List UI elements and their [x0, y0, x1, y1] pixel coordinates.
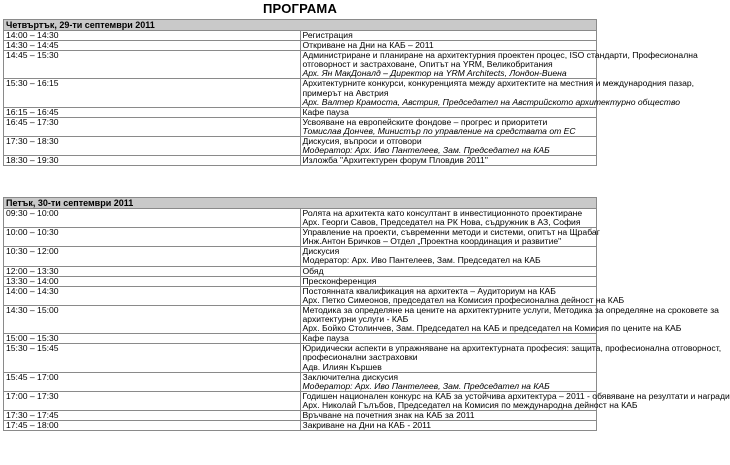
session-text: Инж.Антон Бричков – Отдел „Проектна координация и развитие"	[302, 236, 562, 247]
session-description	[300, 78, 695, 107]
session-speaker: Томислав Дончев, Министър по управление на средствата от ЕС	[302, 125, 576, 136]
session-text: архитектурни услуги - КАБ	[302, 314, 409, 325]
session-time: 16:45 – 17:30	[4, 117, 301, 136]
session-time: 09:30 – 10:00	[4, 209, 301, 228]
session-text: Арх. Бойко Столинчев, Зам. Председател на КАБ и председател на Комисия по цените на КАБ	[302, 323, 682, 334]
schedule-row	[4, 344, 597, 372]
session-text: Юридически аспекти в упражняване на архитектурната професия: защита, професионална отговорност,	[302, 343, 722, 354]
schedule-row	[4, 372, 597, 391]
session-text: Методика за определяне на цените на архитектурните услуги, Методика за определяне на сроковете за	[302, 304, 719, 315]
session-time: 17:45 – 18:00	[4, 421, 301, 431]
session-speaker: Арх. Ян МакДоналд – Директор на YRM Architects, Лондон-Виена	[302, 68, 567, 79]
session-text: Връчване на почетния знак на КАБ за 2011	[302, 409, 475, 420]
session-time: 12:00 – 13:30	[4, 266, 301, 276]
session-text: Изложба "Архитектурен форум Пловдив 2011"	[302, 155, 488, 166]
session-description	[300, 137, 597, 156]
day-header: Четвъртък, 29-ти септември 2011	[4, 20, 597, 31]
session-time: 14:30 – 14:45	[4, 41, 301, 51]
session-time: 16:15 – 16:45	[4, 107, 301, 117]
session-text: Архитектурните конкурси, конкуренцията между архитектите на местния и международния пазар,	[302, 78, 695, 89]
session-description	[300, 31, 597, 41]
schedule-row	[4, 305, 597, 333]
session-text: примерът на Австрия	[302, 87, 389, 98]
schedule-row	[4, 79, 597, 107]
session-time: 10:00 – 10:30	[4, 228, 301, 247]
session-description	[300, 41, 597, 51]
session-description	[300, 117, 597, 136]
session-description	[300, 410, 597, 420]
schedule-row	[4, 228, 597, 247]
session-time: 17:00 – 17:30	[4, 391, 301, 410]
session-time: 14:45 – 15:30	[4, 51, 301, 79]
session-text: Кафе пауза	[302, 333, 349, 344]
session-description	[300, 343, 722, 372]
session-text: Усвояване на европейските фондове – прогрес и приоритети	[302, 116, 548, 127]
session-description	[300, 372, 597, 391]
session-description	[300, 421, 597, 431]
session-speaker: Модератор: Арх. Иво Пантелеев, Зам. Председател на КАБ	[302, 380, 550, 391]
session-text: Заключителна дискусия	[302, 371, 399, 382]
session-time: 15:00 – 15:30	[4, 334, 301, 344]
session-time: 15:30 – 15:45	[4, 344, 301, 372]
day-header-row	[4, 20, 597, 31]
session-time: 15:45 – 17:00	[4, 372, 301, 391]
session-time: 14:00 – 14:30	[4, 286, 301, 305]
schedule-row	[4, 334, 597, 344]
session-speaker: Арх. Валтер Крамоста, Австрия, Председател на Австрийското архитектурно общество	[302, 96, 681, 107]
session-description	[300, 285, 625, 305]
session-description	[300, 334, 597, 344]
schedule-row	[4, 51, 597, 79]
session-time: 14:00 – 14:30	[4, 31, 301, 41]
session-text: Кафе пауза	[302, 106, 349, 117]
session-time: 17:30 – 17:45	[4, 410, 301, 420]
session-description	[300, 266, 597, 276]
schedule-row	[4, 31, 597, 41]
session-description	[300, 50, 698, 79]
program-day-1	[3, 19, 698, 166]
program-day-2	[3, 197, 730, 431]
session-time: 13:30 – 14:00	[4, 276, 301, 286]
session-speaker: Модератор: Арх. Иво Пантелеев, Зам. Председател на КАБ	[302, 145, 550, 156]
session-text: Годишен национален конкурс на КАБ за устойчива архитектура – 2011 - обявяване на резултати и награди	[302, 390, 730, 401]
schedule-row	[4, 41, 597, 51]
session-time: 10:30 – 12:00	[4, 247, 301, 266]
session-text: Арх. Георги Савов, Председател на РК Нова, съдружник в АЗ, София	[302, 217, 581, 228]
session-description	[300, 209, 597, 228]
schedule-row	[4, 421, 597, 431]
session-description	[300, 276, 597, 286]
schedule-row	[4, 209, 597, 228]
session-description	[300, 390, 730, 410]
session-time: 17:30 – 18:30	[4, 137, 301, 156]
session-text: Управление на проекти, съвременни методи и системи, опитът на Щрабаг	[302, 227, 600, 238]
session-time: 15:30 – 16:15	[4, 79, 301, 107]
session-text: Дискусия	[302, 246, 340, 257]
session-text: Ролята на архитекта като консултант в инвестиционното проектиране	[302, 208, 583, 218]
schedule-row	[4, 137, 597, 156]
schedule-row	[4, 410, 597, 420]
page-title: ПРОГРАМА	[262, 1, 338, 16]
schedule-row	[4, 247, 597, 266]
schedule-row	[4, 117, 597, 136]
session-text: отговорност и застраховане, Опитът на YRM, Великобритания	[302, 59, 553, 70]
session-text: Арх. Петко Симеонов, председател на Комисия професионална дейност на КАБ	[302, 294, 625, 305]
session-description	[300, 247, 597, 266]
session-text: Адв. Илиян Кършев	[302, 361, 382, 372]
day-header-row	[4, 198, 597, 209]
day-header: Петък, 30-ти септември 2011	[4, 198, 597, 209]
session-text: Закриване на Дни на КАБ - 2011	[302, 420, 432, 431]
schedule-row	[4, 156, 597, 166]
session-description	[300, 304, 719, 334]
session-time: 18:30 – 19:30	[4, 156, 301, 166]
session-text: Арх. Николай Гълъбов, Председател на Комисия по международна дейност на КАБ	[302, 399, 638, 410]
session-text: Откриване на Дни на КАБ – 2011	[302, 40, 434, 51]
schedule-row	[4, 276, 597, 286]
session-time: 14:30 – 15:00	[4, 305, 301, 333]
session-text: Администриране и планиране на архитектурния проектен процес, ISO стандарти, Професионална	[302, 50, 698, 61]
schedule-row	[4, 286, 597, 305]
session-text: Пресконференция	[302, 275, 377, 286]
session-text: Постоянната квалификация на архитекта – Аудиториум на КАБ	[302, 285, 556, 296]
session-text: Обяд	[302, 265, 324, 276]
session-text: професионални застраховки	[302, 352, 418, 363]
session-description	[300, 156, 597, 166]
session-text: Дискусия, въпроси и отговори	[302, 136, 422, 147]
session-text: Модератор: Арх. Иво Пантелеев, Зам. Председател на КАБ	[302, 255, 541, 266]
session-description	[300, 227, 600, 247]
session-description	[300, 107, 597, 117]
session-text: Регистрация	[302, 30, 353, 40]
schedule-row	[4, 266, 597, 276]
schedule-row	[4, 107, 597, 117]
schedule-row	[4, 391, 597, 410]
